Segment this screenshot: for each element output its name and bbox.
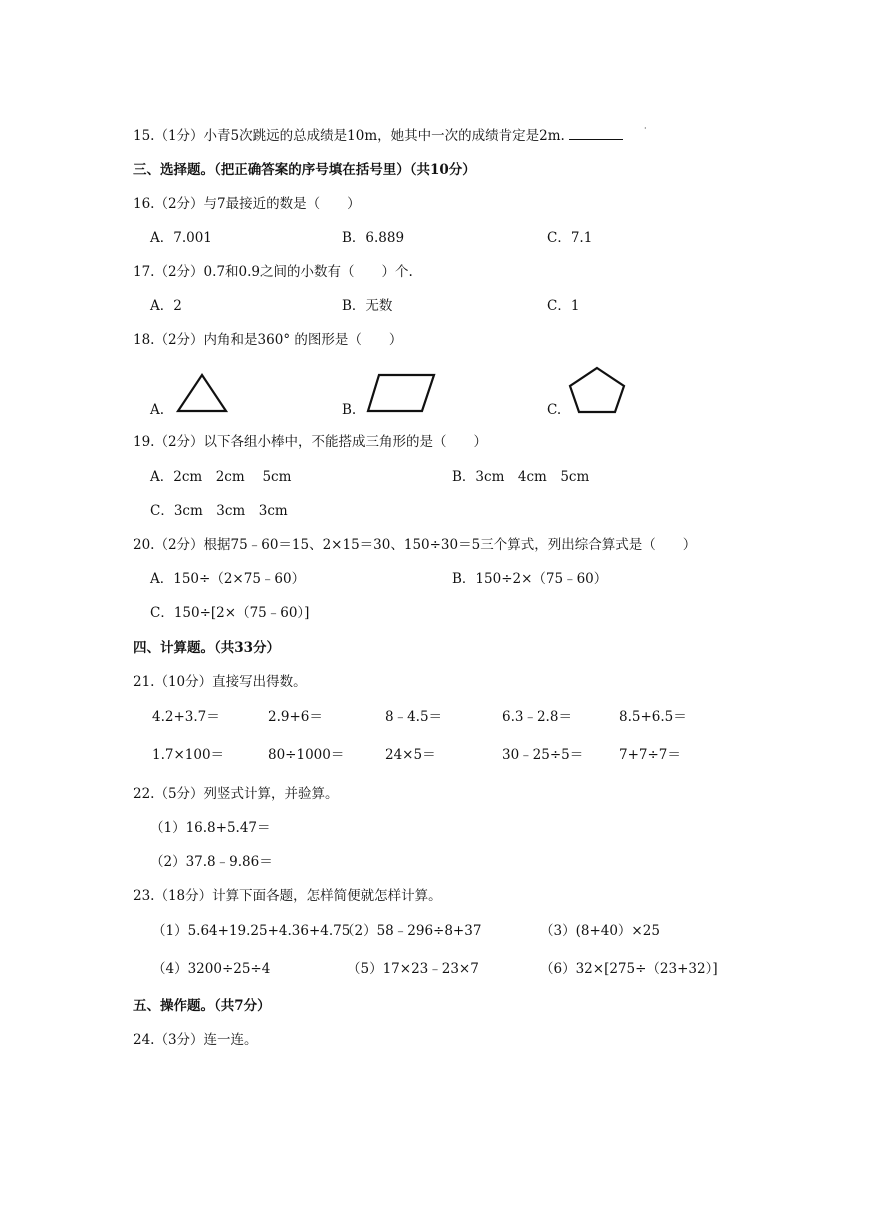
q21-expr: 1.7×100＝ xyxy=(152,747,225,763)
q23-item: （4）3200÷25÷4 xyxy=(152,961,271,977)
q22-item: （2）37.8﹣9.86＝ xyxy=(150,854,273,870)
question-21-stem: 21.（10分）直接写出得数。 xyxy=(133,674,307,690)
question-18-stem: 18.（2分）内角和是360° 的图形是（ ） xyxy=(133,332,403,348)
q16-option-a[interactable]: A．7.001 xyxy=(150,230,212,246)
q23-item: （2）58﹣296÷8+37 xyxy=(341,923,482,939)
q21-expr: 7+7÷7＝ xyxy=(619,747,681,763)
question-24-stem: 24.（3分）连一连。 xyxy=(133,1032,258,1048)
q17-option-a[interactable]: A．2 xyxy=(150,298,182,314)
q18-option-c[interactable]: C. xyxy=(547,402,562,418)
question-15 xyxy=(133,127,623,145)
q17-option-b[interactable]: B．无数 xyxy=(342,298,393,314)
q21-expr: 8﹣4.5＝ xyxy=(385,709,443,725)
pentagon-icon xyxy=(566,365,628,415)
q23-item: （3）(8+40）×25 xyxy=(540,923,660,939)
q18-option-a[interactable]: A. xyxy=(150,402,165,418)
q21-expr: 4.2+3.7＝ xyxy=(152,709,220,725)
question-20-stem: 20.（2分）根据75﹣60＝15、2×15＝30、150÷30＝5三个算式，列出综合算式是（ ） xyxy=(133,537,697,553)
q22-item: （1）16.8+5.47＝ xyxy=(150,820,271,836)
section-4-heading: 四、计算题。（共33分） xyxy=(133,640,281,656)
question-23-stem: 23.（18分）计算下面各题，怎样简便就怎样计算。 xyxy=(133,888,442,904)
parallelogram-icon xyxy=(365,372,437,414)
q18-option-b[interactable]: B. xyxy=(342,402,357,418)
tick-mark: · xyxy=(644,124,647,133)
q17-option-c[interactable]: C．1 xyxy=(547,298,580,314)
q21-expr: 80÷1000＝ xyxy=(268,747,345,763)
q16-option-b[interactable]: B．6.889 xyxy=(342,230,405,246)
question-22-stem: 22.（5分）列竖式计算，并验算。 xyxy=(133,786,339,802)
question-16-stem: 16.（2分）与7最接近的数是（ ） xyxy=(133,196,361,212)
section-5-heading: 五、操作题。（共7分） xyxy=(133,998,271,1014)
q23-item: （6）32×[275÷（23+32）] xyxy=(540,961,718,977)
answer-blank[interactable] xyxy=(569,127,623,140)
q21-expr: 30﹣25÷5＝ xyxy=(502,747,584,763)
triangle-icon xyxy=(175,372,229,414)
q21-expr: 24×5＝ xyxy=(385,747,436,763)
q19-option-c[interactable]: C．3cm 3cm 3cm xyxy=(150,503,288,519)
q23-item: （5）17×23﹣23×7 xyxy=(347,961,479,977)
q20-option-a[interactable]: A．150÷（2×75﹣60） xyxy=(150,571,306,587)
q21-expr: 8.5+6.5＝ xyxy=(619,709,687,725)
q21-expr: 6.3﹣2.8＝ xyxy=(502,709,572,725)
q19-option-b[interactable]: B．3cm 4cm 5cm xyxy=(452,469,590,485)
question-19-stem: 19.（2分）以下各组小棒中，不能搭成三角形的是（ ） xyxy=(133,434,488,450)
question-15-text: 15.（1分）小青5次跳远的总成绩是10m，她其中一次的成绩肯定是2m. xyxy=(133,128,565,144)
q19-option-a[interactable]: A．2cm 2cm 5cm xyxy=(150,469,292,485)
q20-option-b[interactable]: B．150÷2×（75﹣60） xyxy=(452,571,608,587)
q20-option-c[interactable]: C．150÷[2×（75﹣60）] xyxy=(150,605,310,621)
section-3-heading: 三、选择题。（把正确答案的序号填在括号里）（共10分） xyxy=(133,162,476,178)
question-17-stem: 17.（2分）0.7和0.9之间的小数有（ ）个. xyxy=(133,264,413,280)
q21-expr: 2.9+6＝ xyxy=(268,709,323,725)
q23-item: （1）5.64+19.25+4.36+4.75 xyxy=(152,923,351,939)
q16-option-c[interactable]: C．7.1 xyxy=(547,230,593,246)
